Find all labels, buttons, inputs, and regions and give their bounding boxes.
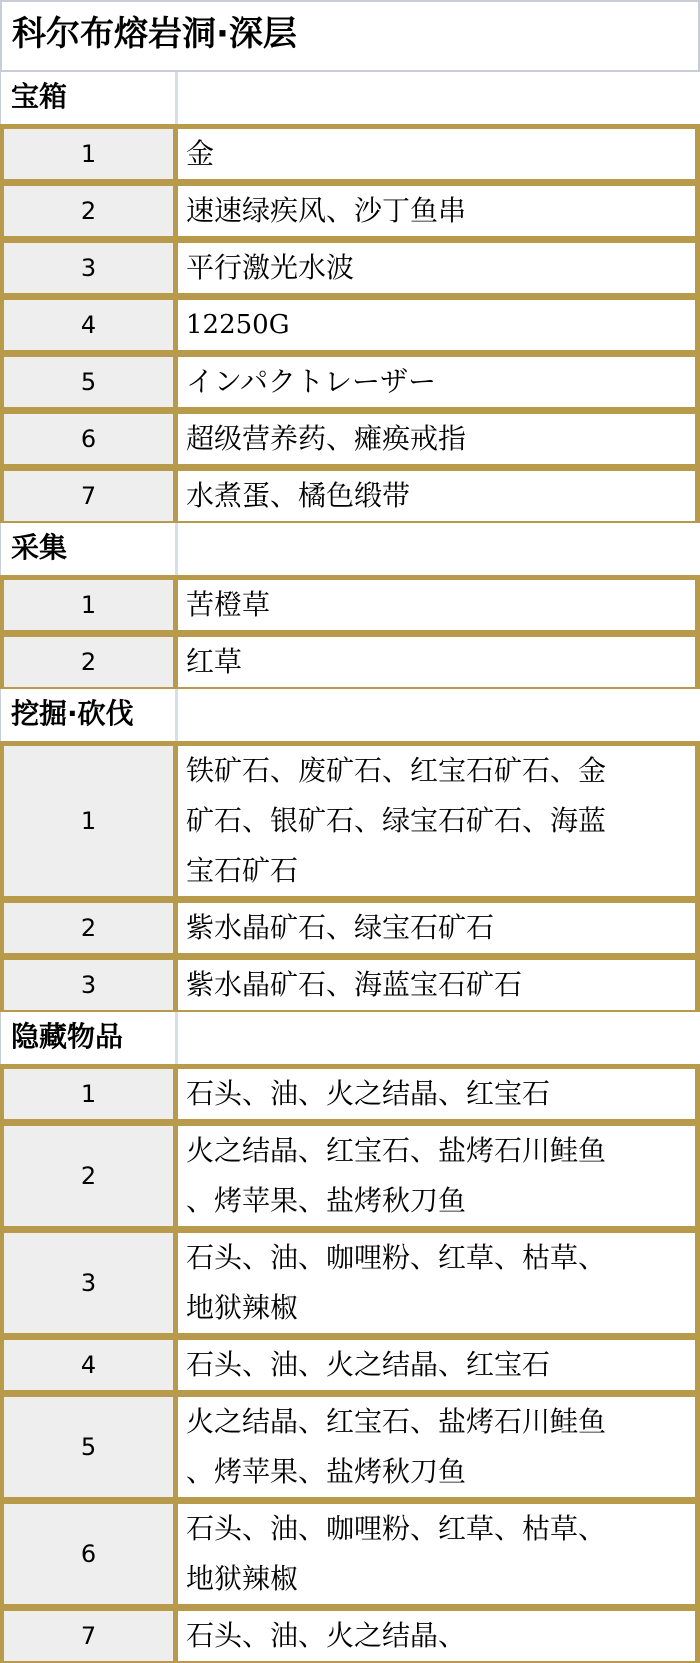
section-header-empty bbox=[178, 689, 700, 741]
table-row bbox=[0, 295, 700, 352]
row-content bbox=[178, 1340, 700, 1390]
content-line: 石头、油、咖哩粉、红草、枯草、 bbox=[186, 1241, 607, 1274]
row-content bbox=[178, 1126, 700, 1226]
row-number: 4 bbox=[0, 1340, 178, 1390]
row-content bbox=[178, 1069, 700, 1119]
content-line: 红草 bbox=[186, 645, 243, 678]
content-line: 速速绿疾风、沙丁鱼串 bbox=[186, 194, 467, 227]
table-row bbox=[0, 352, 700, 409]
row-number: 7 bbox=[0, 1611, 178, 1661]
content-line: 地狱辣椒 bbox=[186, 1291, 299, 1324]
content-line: 水煮蛋、橘色缎带 bbox=[186, 479, 411, 512]
section-title: 隐藏物品 bbox=[0, 1012, 178, 1064]
row-number: 3 bbox=[0, 1233, 178, 1333]
table-row bbox=[0, 1228, 700, 1335]
content-line: インパクトレーザー bbox=[186, 365, 437, 398]
table-row bbox=[0, 1121, 700, 1228]
row-number: 2 bbox=[0, 903, 178, 953]
row-content bbox=[178, 414, 700, 464]
row-number: 2 bbox=[0, 186, 178, 236]
content-line: 火之结晶、红宝石、盐烤石川鲑鱼 bbox=[186, 1405, 607, 1438]
section-title: 宝箱 bbox=[0, 72, 178, 124]
row-number: 6 bbox=[0, 1504, 178, 1604]
table-row bbox=[0, 898, 700, 955]
loot-table bbox=[0, 72, 700, 1663]
content-line: 超级营养药、瘫痪戒指 bbox=[186, 422, 467, 455]
row-content bbox=[178, 903, 700, 953]
content-line: 平行激光水波 bbox=[186, 251, 355, 284]
section-title: 挖掘·砍伐 bbox=[0, 689, 178, 741]
table-row bbox=[0, 409, 700, 466]
table-row bbox=[0, 1064, 700, 1121]
row-content bbox=[178, 243, 700, 293]
content-line: 、烤苹果、盐烤秋刀鱼 bbox=[186, 1455, 467, 1488]
content-line: 、烤苹果、盐烤秋刀鱼 bbox=[186, 1184, 467, 1217]
content-line: 地狱辣椒 bbox=[186, 1562, 299, 1595]
table-row bbox=[0, 466, 700, 523]
row-number: 1 bbox=[0, 1069, 178, 1119]
row-content bbox=[178, 1611, 700, 1661]
row-number: 3 bbox=[0, 960, 178, 1010]
content-line: 石头、油、火之结晶、 bbox=[186, 1619, 467, 1652]
row-content bbox=[178, 300, 700, 350]
content-line: 紫水晶矿石、绿宝石矿石 bbox=[186, 911, 495, 944]
row-content bbox=[178, 637, 700, 687]
section-header bbox=[0, 523, 700, 575]
section-header-empty bbox=[178, 523, 700, 575]
section-title: 采集 bbox=[0, 523, 178, 575]
row-number: 5 bbox=[0, 357, 178, 407]
content-line: 石头、油、咖哩粉、红草、枯草、 bbox=[186, 1512, 607, 1545]
section-header bbox=[0, 1012, 700, 1064]
section-header bbox=[0, 689, 700, 741]
content-line: 紫水晶矿石、海蓝宝石矿石 bbox=[186, 968, 523, 1001]
row-number: 1 bbox=[0, 580, 178, 630]
row-content bbox=[178, 960, 700, 1010]
row-number: 4 bbox=[0, 300, 178, 350]
content-line: 苦橙草 bbox=[186, 588, 271, 621]
row-content bbox=[178, 471, 700, 521]
table-row bbox=[0, 1335, 700, 1392]
table-row bbox=[0, 1606, 700, 1663]
row-content bbox=[178, 580, 700, 630]
row-number: 2 bbox=[0, 637, 178, 687]
row-content bbox=[178, 1504, 700, 1604]
row-content bbox=[178, 129, 700, 179]
row-number: 1 bbox=[0, 746, 178, 896]
row-content bbox=[178, 357, 700, 407]
row-number: 3 bbox=[0, 243, 178, 293]
page-title: 科尔布熔岩洞·深层 bbox=[0, 0, 700, 72]
section-header-empty bbox=[178, 72, 700, 124]
content-line: 12250G bbox=[186, 310, 290, 340]
table-row bbox=[0, 632, 700, 689]
row-content bbox=[178, 1397, 700, 1497]
content-line: 铁矿石、废矿石、红宝石矿石、金 bbox=[186, 754, 607, 787]
row-content bbox=[178, 186, 700, 236]
table-row bbox=[0, 1499, 700, 1606]
row-content bbox=[178, 1233, 700, 1333]
row-number: 2 bbox=[0, 1126, 178, 1226]
content-line: 宝石矿石 bbox=[186, 854, 299, 887]
section-header bbox=[0, 72, 700, 124]
row-number: 7 bbox=[0, 471, 178, 521]
table-row bbox=[0, 181, 700, 238]
row-number: 6 bbox=[0, 414, 178, 464]
content-line: 石头、油、火之结晶、红宝石 bbox=[186, 1077, 551, 1110]
table-row bbox=[0, 124, 700, 181]
table-row bbox=[0, 955, 700, 1012]
row-number: 1 bbox=[0, 129, 178, 179]
content-line: 矿石、银矿石、绿宝石矿石、海蓝 bbox=[186, 804, 607, 837]
section-header-empty bbox=[178, 1012, 700, 1064]
content-line: 火之结晶、红宝石、盐烤石川鲑鱼 bbox=[186, 1134, 607, 1167]
row-content bbox=[178, 746, 700, 896]
table-row bbox=[0, 575, 700, 632]
content-line: 石头、油、火之结晶、红宝石 bbox=[186, 1348, 551, 1381]
row-number: 5 bbox=[0, 1397, 178, 1497]
table-row bbox=[0, 238, 700, 295]
content-line: 金 bbox=[186, 137, 215, 170]
table-row bbox=[0, 741, 700, 898]
table-row bbox=[0, 1392, 700, 1499]
